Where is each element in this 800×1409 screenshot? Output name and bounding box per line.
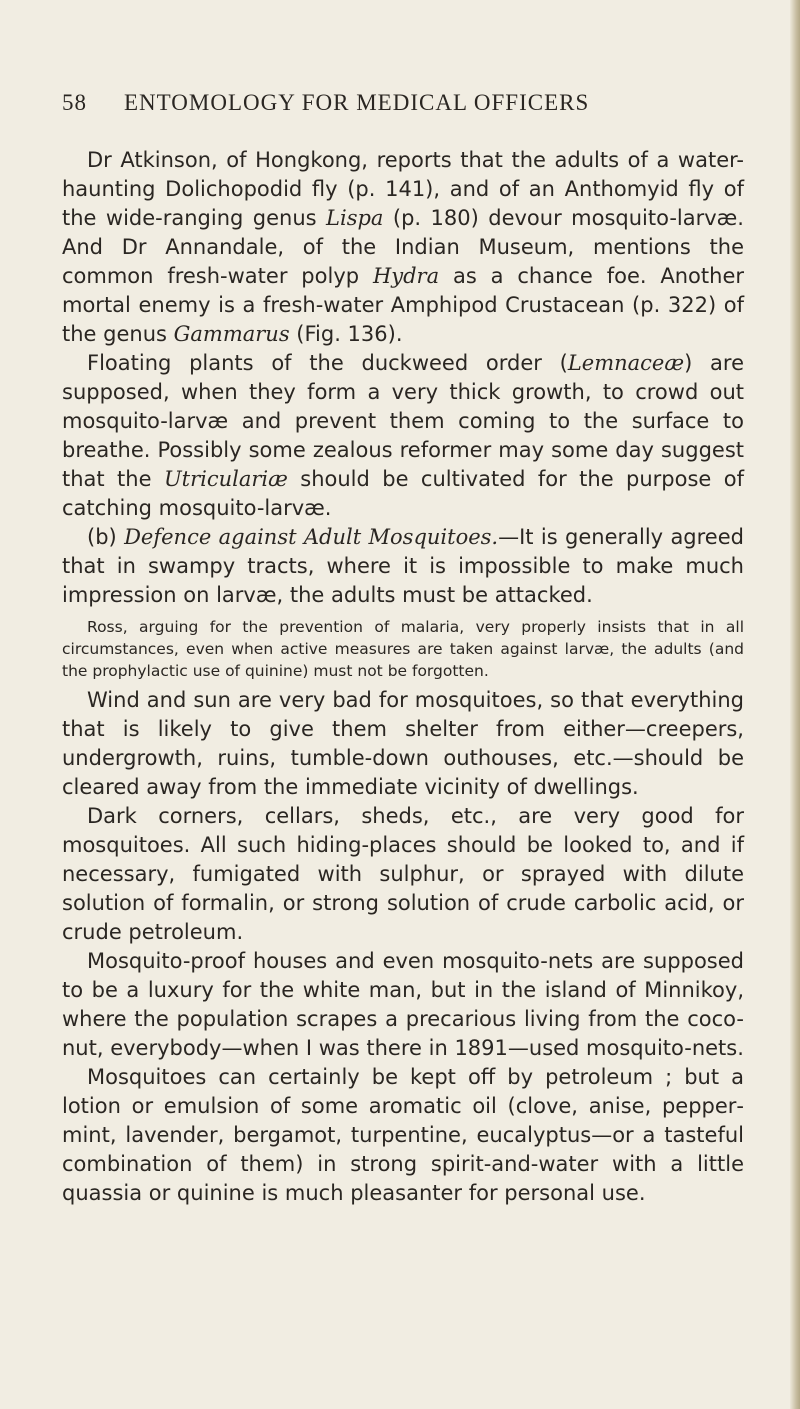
paragraph [62,947,744,1063]
text-run: (b) [87,525,125,549]
section-heading-paragraph [62,523,744,610]
text-run: Mosquito-proof houses and even mosquito-nets are supposed to be a luxury for the white man, but in the island of Minnikoy, where the population scrapes a precarious living from the coco-nut, everybody—when I was there in 1891—used mosquito-nets. [62,949,744,1060]
text-run: Mosquitoes can certainly be kept off by petroleum ; but a lotion or emulsion of some aromatic oil (clove, anise, peppermint, lavender, bergamot, turpentine, eucalyptus—or a tasteful combination of them) in strong spirit-and-water with a little quassia or quinine is much pleasanter for personal use. [62,1065,744,1205]
italic-term: Hydra [372,264,440,288]
running-title: ENTOMOLOGY FOR MEDICAL OFFICERS [124,90,590,115]
italic-term: Lispa [326,206,384,230]
text-run: should be cultivated for the purpose of catching mosquito-larvæ. [62,467,744,520]
paragraph [62,1063,744,1208]
text-run: Ross, arguing for the prevention of malaria, very properly insists that in all circumstances, even when active measures are taken against larvæ, the adults (and the prophylactic use of quinine) must not be forgotten. [62,618,744,680]
paragraph [62,349,744,523]
text-run: —It is generally agreed that in swampy tracts, where it is impossible to make much impression on larvæ, the adults must be attacked. [62,525,744,607]
page-edge [790,0,800,1409]
paragraph [62,146,744,349]
text-run: Floating plants of the duckweed order ( [87,351,568,375]
text-run: ) are supposed, when they form a very thick growth, to crowd out mosquito-larvæ and prevent them coming to the surface to breathe. Possibly some zealous reformer may some day suggest that the [62,351,744,491]
running-header [62,90,762,116]
paragraph [62,802,744,947]
text-run: (Fig. 136). [289,322,403,346]
text-run: Wind and sun are very bad for mosquitoes, so that everything that is likely to give them shelter from either—creepers, undergrowth, ruins, tumble-down outhouses, etc.—should be cleared away from the immediate vicinity of dwellings. [62,688,744,799]
section-heading: Defence against Adult Mosquitoes. [124,525,499,549]
paragraph [62,686,744,802]
page-number: 58 [62,90,87,115]
italic-term: Lemnaceæ [567,351,685,375]
small-print-paragraph [62,616,744,682]
text-run: Dark corners, cellars, sheds, etc., are very good for mosquitoes. All such hiding-places should be looked to, and if necessary, fumigated with sulphur, or sprayed with dilute solution of formalin, or strong solution of crude carbolic acid, or crude petroleum. [62,804,744,944]
italic-term: Utriculariæ [163,467,288,491]
text-run: (p. 180) devour mosquito-larvæ. And Dr Annandale, of the Indian Museum, mentions the common fresh-water polyp [62,206,744,288]
italic-term: Gammarus [173,322,290,346]
body-text [62,146,744,1208]
text-run: Dr Atkinson, of Hongkong, reports that the adults of a water-haunting Dolichopodid fly (p. 141), and of an Anthomyid fly of the wide-ranging genus [62,148,744,230]
text-run: as a chance foe. Another mortal enemy is a fresh-water Amphipod Crustacean (p. 322) of the genus [62,264,745,346]
